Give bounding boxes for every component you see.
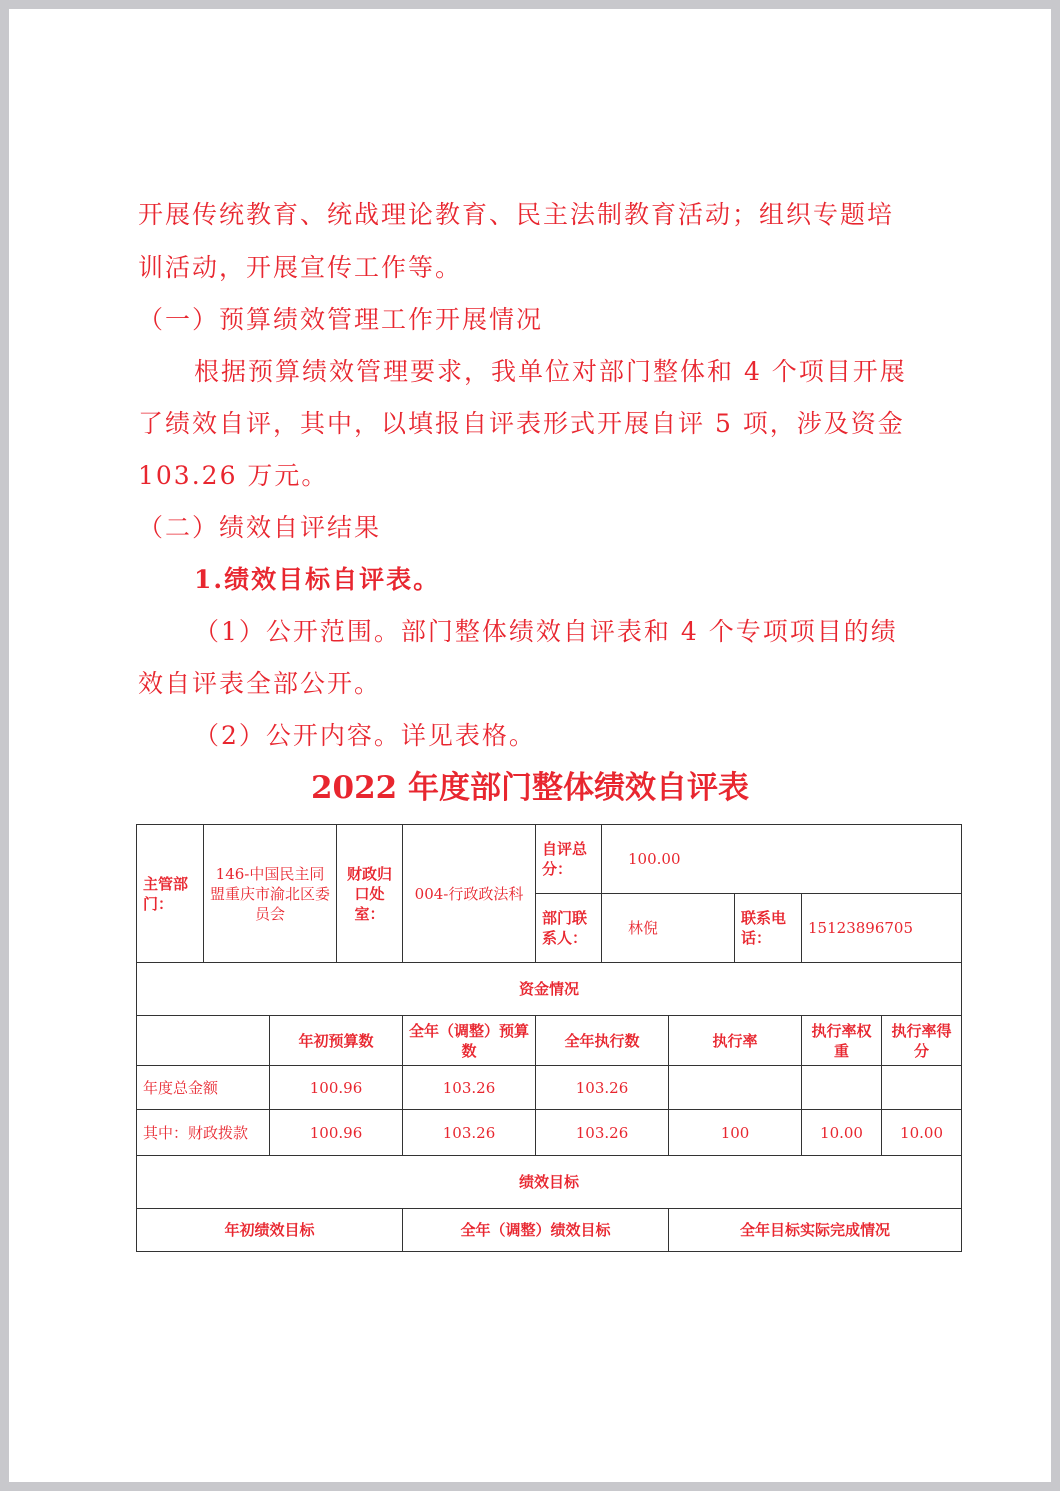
cell-rate: 100 <box>669 1110 802 1156</box>
cell-score: 10.00 <box>882 1110 962 1156</box>
score-label: 自评总分： <box>536 825 602 894</box>
funds-header-empty <box>137 1016 270 1066</box>
score-value: 100.00 <box>602 825 962 894</box>
goals-section-title: 绩效目标 <box>137 1156 962 1209</box>
table-row <box>137 1110 962 1156</box>
paragraph-line: 了绩效自评，其中，以填报自评表形式开展自评 5 项，涉及资金 <box>138 409 905 438</box>
section-heading-2: （二）绩效自评结果 <box>138 513 382 542</box>
cell-adjusted: 103.26 <box>403 1110 536 1156</box>
goals-header: 年初绩效目标 <box>137 1209 403 1252</box>
row-label: 年度总金额 <box>137 1066 270 1110</box>
funds-header: 执行率得分 <box>882 1016 962 1066</box>
funds-header: 年初预算数 <box>270 1016 403 1066</box>
office-label: 财政归口处室： <box>337 825 403 963</box>
funds-header: 执行率权重 <box>802 1016 882 1066</box>
funds-section-title: 资金情况 <box>137 963 962 1016</box>
paragraph-line: 根据预算绩效管理要求，我单位对部门整体和 4 个项目开展 <box>194 357 907 386</box>
office-value: 004-行政政法科 <box>403 825 536 963</box>
funds-header: 执行率 <box>669 1016 802 1066</box>
paragraph-line: 训活动，开展宣传工作等。 <box>138 253 463 282</box>
row-label: 其中：财政拨款 <box>137 1110 270 1156</box>
contact-value: 林倪 <box>602 894 735 963</box>
dept-value: 146-中国民主同盟重庆市渝北区委员会 <box>204 825 337 963</box>
phone-value: 15123896705 <box>802 894 962 963</box>
cell-initial: 100.96 <box>270 1110 403 1156</box>
cell-weight: 10.00 <box>802 1110 882 1156</box>
evaluation-table <box>136 824 962 1252</box>
goals-header: 全年目标实际完成情况 <box>669 1209 962 1252</box>
funds-header: 全年执行数 <box>536 1016 669 1066</box>
table-title: 2022 年度部门整体绩效自评表 <box>310 770 750 806</box>
cell-executed: 103.26 <box>536 1110 669 1156</box>
subsection-heading: 1.绩效目标自评表。 <box>194 565 441 594</box>
dept-label: 主管部门： <box>137 825 204 963</box>
paragraph-line: 103.26 万元。 <box>138 461 329 490</box>
paragraph-line: 效自评表全部公开。 <box>138 669 382 698</box>
contact-label: 部门联系人： <box>536 894 602 963</box>
phone-label: 联系电话： <box>735 894 802 963</box>
cell-weight <box>802 1066 882 1110</box>
funds-header: 全年（调整）预算数 <box>403 1016 536 1066</box>
cell-adjusted: 103.26 <box>403 1066 536 1110</box>
table-row <box>137 1066 962 1110</box>
cell-executed: 103.26 <box>536 1066 669 1110</box>
cell-score <box>882 1066 962 1110</box>
section-heading-1: （一）预算绩效管理工作开展情况 <box>138 305 544 334</box>
cell-rate <box>669 1066 802 1110</box>
paragraph-line: 开展传统教育、统战理论教育、民主法制教育活动；组织专题培 <box>138 200 895 229</box>
goals-header: 全年（调整）绩效目标 <box>403 1209 669 1252</box>
paragraph-line: （1）公开范围。部门整体绩效自评表和 4 个专项项目的绩 <box>194 617 898 646</box>
cell-initial: 100.96 <box>270 1066 403 1110</box>
paragraph-line: （2）公开内容。详见表格。 <box>194 721 536 750</box>
